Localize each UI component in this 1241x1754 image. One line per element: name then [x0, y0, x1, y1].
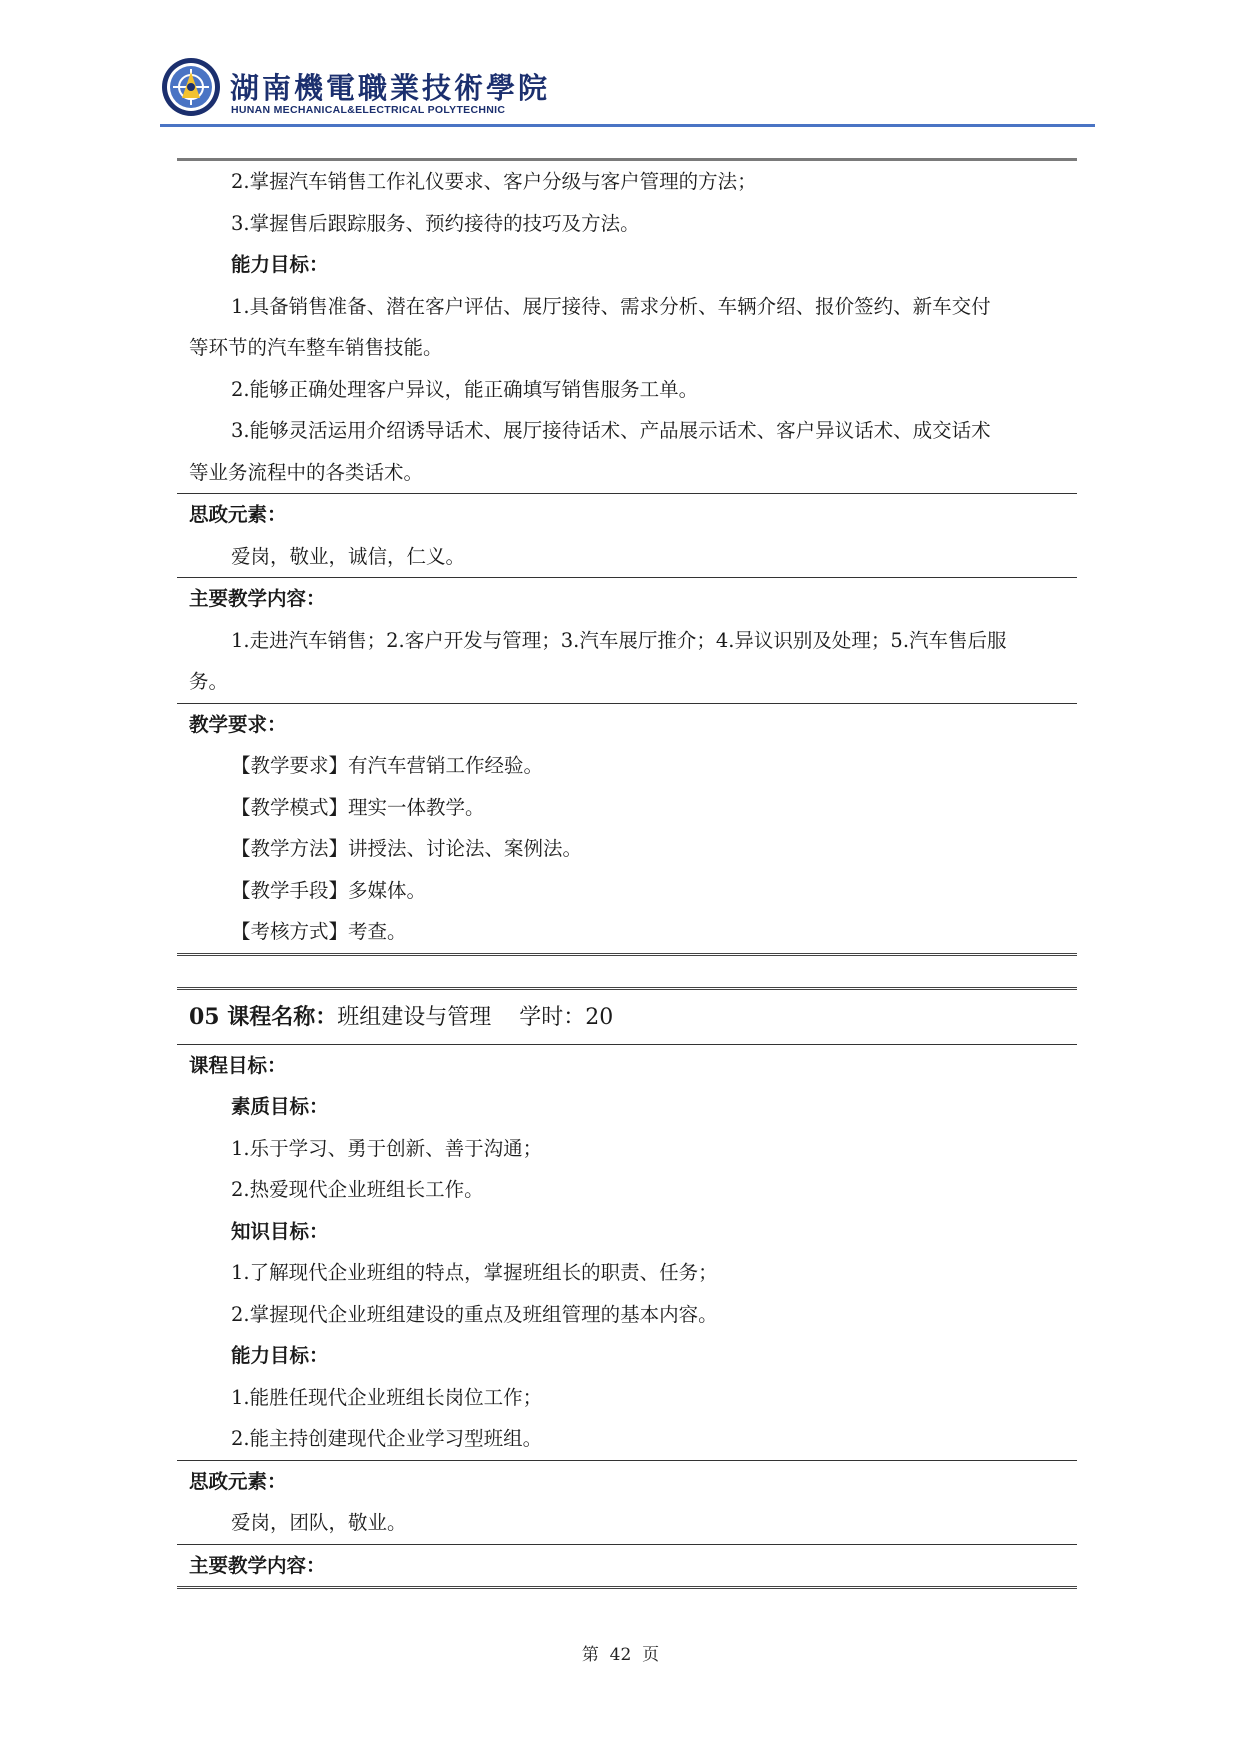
ability-goal-2: 2.能够正确处理客户异议，能正确填写销售服务工单。: [231, 377, 699, 401]
quality-goal-2: 2.热爱现代企业班组长工作。: [231, 1178, 484, 1201]
table-end-rule: [177, 1586, 1077, 1590]
course-title-row: [177, 991, 1077, 1044]
ability-goal-2: 2.能主持创建现代企业学习型班组。: [231, 1427, 543, 1450]
content-text: 1.走进汽车销售；2.客户开发与管理；3.汽车展厅推介；4.异议识别及处理；5.汽车售后服 务。: [189, 628, 1007, 693]
requirement-item: 【教学模式】理实一体教学。: [231, 795, 485, 819]
page-number: 第 42 页: [581, 1645, 660, 1665]
school-name-cn: 湖南機電職業技術學院: [230, 71, 551, 105]
document-body: [177, 158, 1077, 1590]
knowledge-goal-1: 1.了解现代企业班组的特点，掌握班组长的职责、任务；: [231, 1261, 718, 1284]
course-name: 班组建设与管理: [337, 1004, 492, 1030]
header-divider: [160, 124, 1095, 127]
knowledge-goal-3: 3.掌握售后跟踪服务、预约接待的技巧及方法。: [231, 211, 640, 235]
ideology-text: 爱岗，敬业，诚信，仁义。: [231, 544, 466, 568]
knowledge-goal-label: 知识目标：: [231, 1219, 329, 1243]
ability-goal-label: 能力目标：: [231, 253, 329, 276]
page-header: [160, 48, 1100, 128]
ideology-text: 爱岗，团队，敬业。: [231, 1511, 407, 1534]
requirement-item: 【教学手段】多媒体。: [231, 878, 427, 902]
ability-goal-1: 1.具备销售准备、潜在客户评估、展厅接待、需求分析、车辆介绍、报价签约、新车交付 等环节的汽车整车销售技能。: [189, 294, 991, 359]
ideology-label: 思政元素：: [189, 503, 287, 526]
school-name-en: HUNAN MECHANICAL&ELECTRICAL POLYTECHNIC: [231, 104, 506, 116]
ability-goal-3: 3.能够灵活运用介绍诱导话术、展厅接待话术、产品展示话术、客户异议话术、成交话术 等业务流程中的各类话术。: [189, 419, 991, 484]
knowledge-goal-2: 2.掌握汽车销售工作礼仪要求、客户分级与客户管理的方法；: [231, 170, 757, 193]
knowledge-goal-2: 2.掌握现代企业班组建设的重点及班组管理的基本内容。: [231, 1302, 718, 1326]
course-hours: 20: [585, 1004, 614, 1030]
requirement-item: 【考核方式】考查。: [231, 920, 407, 943]
quality-goal-1: 1.乐于学习、勇于创新、善于沟通；: [231, 1136, 543, 1160]
school-emblem-icon: [160, 56, 222, 118]
requirement-item: 【教学要求】有汽车营销工作经验。: [231, 754, 544, 777]
quality-goal-label: 素质目标：: [231, 1095, 329, 1118]
requirement-item: 【教学方法】讲授法、讨论法、案例法。: [231, 837, 583, 860]
ability-goal-1: 1.能胜任现代企业班组长岗位工作；: [231, 1385, 543, 1409]
course-number-label: 05 课程名称：: [189, 1003, 338, 1030]
course-goal-label: 课程目标：: [189, 1053, 287, 1077]
requirements-label: 教学要求：: [189, 712, 287, 736]
ability-goal-label: 能力目标：: [231, 1344, 329, 1367]
ideology-label: 思政元素：: [189, 1469, 287, 1493]
content-label: 主要教学内容：: [189, 1553, 326, 1577]
content-label: 主要教学内容：: [189, 587, 326, 610]
course-hours-label: 学时：: [519, 1004, 586, 1030]
